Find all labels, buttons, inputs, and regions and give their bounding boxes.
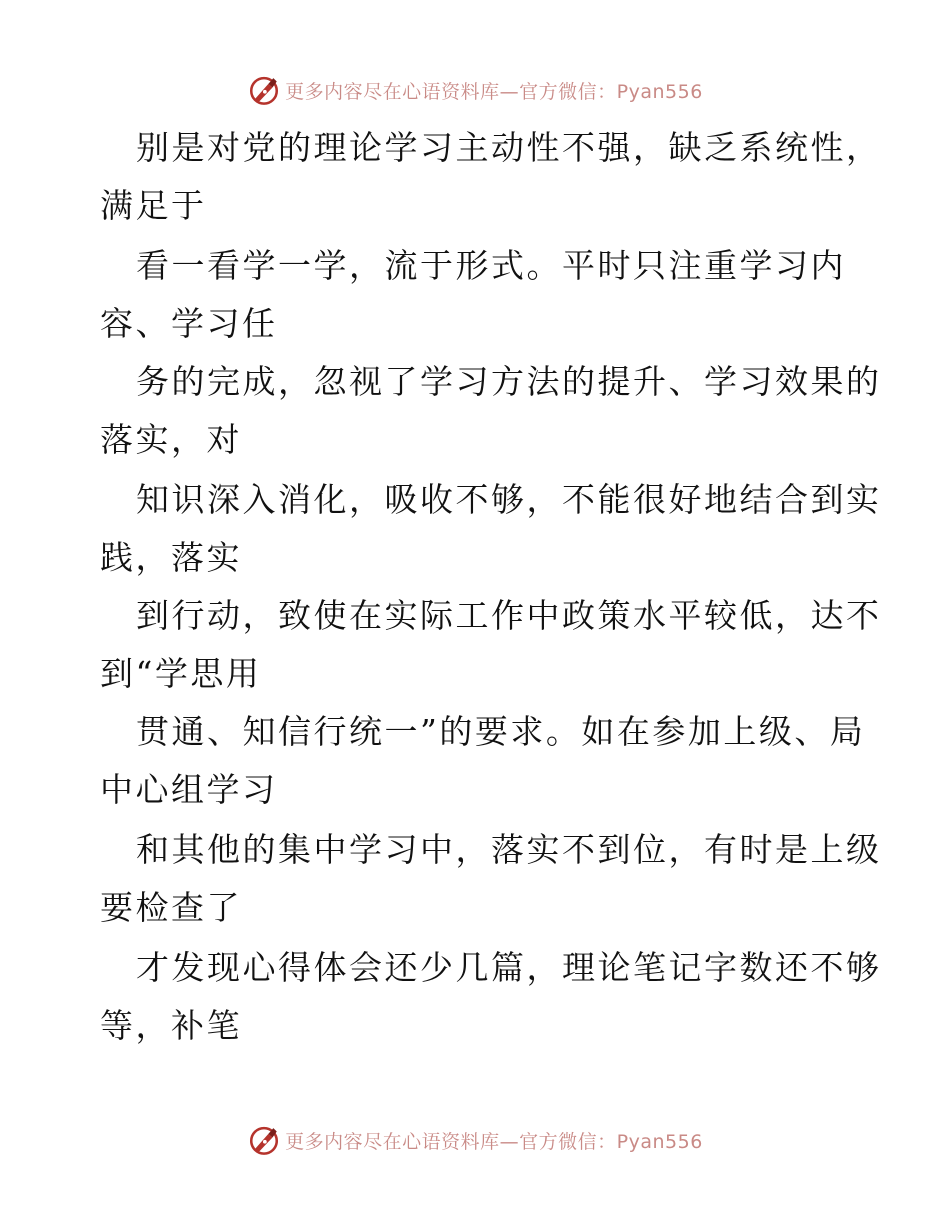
text-line: 贯通、知信行统一”的要求。如在参加上级、局 xyxy=(136,712,866,751)
text-line: 中心组学习 xyxy=(100,770,278,809)
text-line: 知识深入消化，吸收不够，不能很好地结合到实 xyxy=(136,480,882,519)
footer-watermark xyxy=(0,1120,950,1160)
text-line: 等，补笔 xyxy=(100,1006,242,1045)
text-line: 到“学思用 xyxy=(100,654,262,693)
text-line: 到行动，致使在实际工作中政策水平较低，达不 xyxy=(136,596,882,635)
text-line: 要检查了 xyxy=(100,888,242,927)
text-line: 和其他的集中学习中，落实不到位，有时是上级 xyxy=(136,830,882,869)
pen-logo-icon xyxy=(247,1123,281,1157)
watermark-text: 更多内容尽在心语资料库—官方微信：Pyan556 xyxy=(285,1130,703,1153)
watermark-text: 更多内容尽在心语资料库—官方微信：Pyan556 xyxy=(285,80,703,103)
text-line: 看一看学一学，流于形式。平时只注重学习内 xyxy=(136,246,846,285)
text-line: 才发现心得体会还少几篇，理论笔记字数还不够 xyxy=(136,948,882,987)
text-line: 容、学习任 xyxy=(100,304,278,343)
text-line: 务的完成，忽视了学习方法的提升、学习效果的 xyxy=(136,362,882,401)
header-watermark xyxy=(0,70,950,110)
text-line: 别是对党的理论学习主动性不强，缺乏系统性， xyxy=(136,128,882,167)
text-line: 落实，对 xyxy=(100,420,242,459)
text-line: 满足于 xyxy=(100,186,207,225)
pen-logo-icon xyxy=(247,73,281,107)
text-line: 践，落实 xyxy=(100,538,242,577)
